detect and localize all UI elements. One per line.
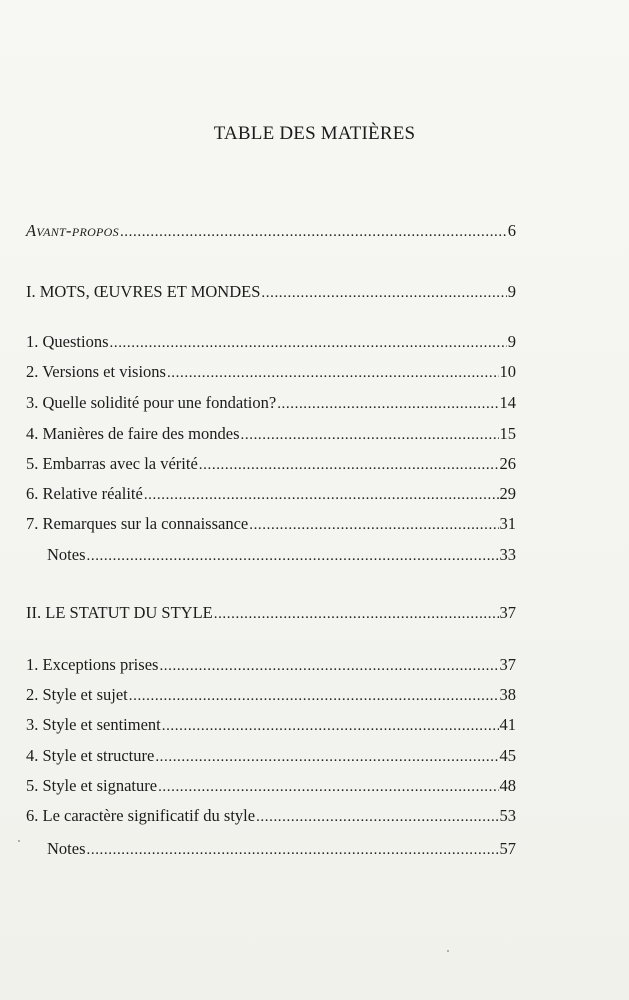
toc-entry[interactable] bbox=[26, 483, 516, 506]
dot-leader bbox=[261, 282, 506, 304]
toc-entry-page: 37 bbox=[499, 655, 516, 674]
toc-entry-notes[interactable] bbox=[26, 838, 516, 861]
dot-leader bbox=[214, 603, 499, 625]
toc-entry[interactable] bbox=[26, 453, 516, 476]
toc-entry[interactable] bbox=[26, 654, 516, 677]
toc-entry-label: 6. Le caractère significatif du style bbox=[26, 806, 256, 825]
toc-entry[interactable] bbox=[26, 423, 516, 446]
toc-entry-label: 3. Quelle solidité pour une fondation? bbox=[26, 393, 277, 412]
toc-entry-page: 14 bbox=[499, 393, 516, 412]
dot-leader bbox=[110, 332, 507, 354]
toc-entry-label: 4. Manières de faire des mondes bbox=[26, 424, 240, 443]
dot-leader bbox=[155, 746, 498, 768]
toc-entry-page: 26 bbox=[499, 454, 516, 473]
toc-entry-page: 57 bbox=[499, 839, 516, 858]
toc-entry-page: 6 bbox=[507, 221, 516, 240]
dot-leader bbox=[256, 806, 498, 828]
toc-entry-page: 29 bbox=[499, 484, 516, 503]
toc-entry-label: 1. Questions bbox=[26, 332, 109, 351]
toc-entry-label: 4. Style et structure bbox=[26, 746, 155, 765]
toc-entry-notes[interactable] bbox=[26, 544, 516, 567]
toc-entry-avant-propos[interactable] bbox=[26, 220, 516, 243]
dot-leader bbox=[158, 776, 498, 798]
dot-leader bbox=[162, 715, 499, 737]
toc-entry-label: 3. Style et sentiment bbox=[26, 715, 161, 734]
toc-entry-page: 37 bbox=[499, 603, 516, 622]
toc-entry-label: 1. Exceptions prises bbox=[26, 655, 159, 674]
toc-entry-page: 33 bbox=[499, 545, 516, 564]
toc-entry-label: I. MOTS, ŒUVRES ET MONDES bbox=[26, 282, 261, 301]
dot-leader bbox=[167, 362, 499, 384]
toc-entry-label: 5. Style et signature bbox=[26, 776, 158, 795]
toc-entry[interactable] bbox=[26, 714, 516, 737]
dot-leader bbox=[277, 393, 498, 415]
toc-entry-label: 2. Versions et visions bbox=[26, 362, 166, 381]
dot-leader bbox=[120, 221, 507, 243]
toc-entry-page: 41 bbox=[499, 715, 516, 734]
toc-entry[interactable] bbox=[26, 361, 516, 384]
toc-entry[interactable] bbox=[26, 745, 516, 768]
toc-entry[interactable] bbox=[26, 684, 516, 707]
toc-entry-page: 38 bbox=[499, 685, 516, 704]
toc-entry-label: Notes bbox=[47, 839, 86, 858]
toc-entry-page: 48 bbox=[499, 776, 516, 795]
dot-leader bbox=[129, 685, 499, 707]
toc-entry[interactable] bbox=[26, 513, 516, 536]
toc-entry[interactable] bbox=[26, 331, 516, 354]
toc-entry[interactable] bbox=[26, 805, 516, 828]
toc-entry-label: 6. Relative réalité bbox=[26, 484, 143, 503]
dot-leader bbox=[87, 839, 499, 861]
toc-chapter-1[interactable] bbox=[26, 281, 516, 304]
paper-speck bbox=[447, 950, 449, 952]
toc-entry-page: 45 bbox=[499, 746, 516, 765]
dot-leader bbox=[249, 514, 498, 536]
toc-entry-page: 15 bbox=[499, 424, 516, 443]
toc-entry[interactable] bbox=[26, 392, 516, 415]
toc-entry-page: 31 bbox=[499, 514, 516, 533]
toc-entry-label: 7. Remarques sur la connaissance bbox=[26, 514, 249, 533]
toc-entry-page: 9 bbox=[507, 332, 516, 351]
toc-entry-page: 9 bbox=[507, 282, 516, 301]
dot-leader bbox=[144, 484, 499, 506]
toc-entry-label: 2. Style et sujet bbox=[26, 685, 128, 704]
toc-entry-label: Notes bbox=[47, 545, 86, 564]
toc-entry-page: 53 bbox=[499, 806, 516, 825]
dot-leader bbox=[159, 655, 498, 677]
dot-leader bbox=[241, 424, 499, 446]
toc-chapter-2[interactable] bbox=[26, 602, 516, 625]
toc-entry[interactable] bbox=[26, 775, 516, 798]
page-title: TABLE DES MATIÈRES bbox=[213, 123, 416, 144]
toc-entry-label: 5. Embarras avec la vérité bbox=[26, 454, 198, 473]
toc-entry-label: Avant-propos bbox=[26, 221, 119, 240]
dot-leader bbox=[87, 545, 499, 567]
dot-leader bbox=[199, 454, 499, 476]
toc-entry-label: II. LE STATUT DU STYLE bbox=[26, 603, 213, 622]
paper-speck bbox=[18, 840, 20, 842]
toc-entry-page: 10 bbox=[499, 362, 516, 381]
